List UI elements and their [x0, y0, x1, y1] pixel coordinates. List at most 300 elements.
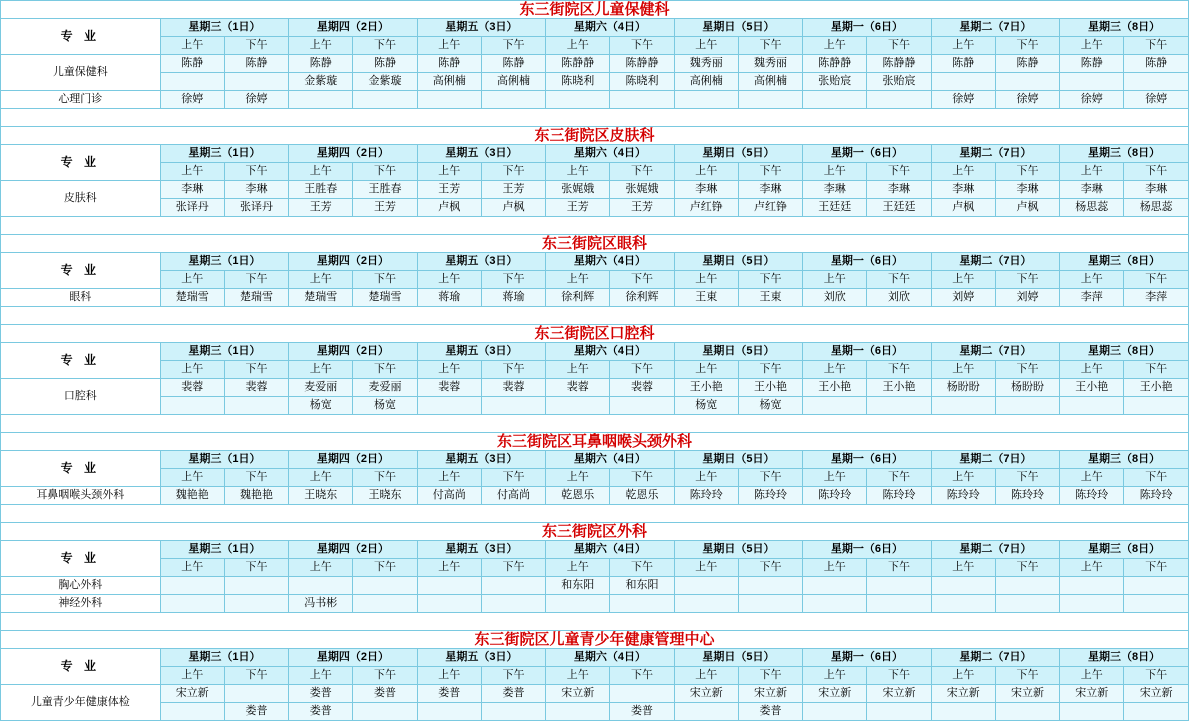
day-header: 星期一（6日）	[803, 451, 932, 469]
pm-header: 下午	[353, 37, 417, 55]
ampm-header-row	[1, 37, 1189, 55]
doctor-cell-empty	[289, 577, 353, 595]
doctor-cell-empty	[738, 595, 802, 613]
am-header: 上午	[674, 559, 738, 577]
am-header: 上午	[160, 559, 224, 577]
table-row	[1, 199, 1189, 217]
section-title: 东三街院区儿童青少年健康管理中心	[1, 631, 1189, 649]
day-header: 星期三（1日）	[160, 145, 289, 163]
doctor-cell: 李琳	[224, 181, 288, 199]
doctor-cell: 陈静静	[610, 55, 674, 73]
doctor-cell-empty	[803, 91, 867, 109]
doctor-cell: 裴蓉	[610, 379, 674, 397]
am-header: 上午	[160, 667, 224, 685]
doctor-cell-empty	[1060, 595, 1124, 613]
am-header: 上午	[160, 361, 224, 379]
day-header: 星期四（2日）	[289, 253, 418, 271]
doctor-cell: 陈玲玲	[674, 487, 738, 505]
doctor-cell-empty	[481, 703, 545, 721]
day-header: 星期三（1日）	[160, 253, 289, 271]
doctor-cell: 麦爱丽	[353, 379, 417, 397]
doctor-cell: 宋立新	[1124, 685, 1189, 703]
day-header: 星期六（4日）	[546, 451, 675, 469]
pm-header: 下午	[738, 361, 802, 379]
table-row	[1, 289, 1189, 307]
pm-header: 下午	[481, 559, 545, 577]
doctor-cell: 卢红铮	[738, 199, 802, 217]
doctor-cell: 陈静	[931, 55, 995, 73]
doctor-cell-empty	[674, 91, 738, 109]
doctor-cell: 卢红铮	[674, 199, 738, 217]
doctor-cell: 金紫璇	[353, 73, 417, 91]
doctor-cell-empty	[353, 91, 417, 109]
doctor-cell: 王晓东	[353, 487, 417, 505]
doctor-cell: 裴蓉	[546, 379, 610, 397]
am-header: 上午	[546, 163, 610, 181]
doctor-cell: 王小艳	[867, 379, 931, 397]
day-header: 星期日（5日）	[674, 253, 803, 271]
pm-header: 下午	[481, 361, 545, 379]
section-title: 东三街院区皮肤科	[1, 127, 1189, 145]
doctor-cell: 娄普	[481, 685, 545, 703]
doctor-cell: 陈晓利	[546, 73, 610, 91]
doctor-cell-empty	[610, 397, 674, 415]
doctor-cell: 裴蓉	[481, 379, 545, 397]
doctor-cell-empty	[1060, 577, 1124, 595]
doctor-cell: 王廷廷	[867, 199, 931, 217]
doctor-cell: 高俐楠	[417, 73, 481, 91]
pm-header: 下午	[867, 469, 931, 487]
section-spacer	[1, 217, 1189, 235]
pm-header: 下午	[353, 469, 417, 487]
pm-header: 下午	[738, 163, 802, 181]
doctor-cell: 王胜春	[289, 181, 353, 199]
day-header: 星期三（1日）	[160, 541, 289, 559]
column-header-specialty: 专 业	[1, 649, 161, 685]
doctor-cell-empty	[353, 595, 417, 613]
department-label: 儿童保健科	[1, 55, 161, 91]
doctor-cell-empty	[931, 397, 995, 415]
am-header: 上午	[674, 37, 738, 55]
pm-header: 下午	[738, 559, 802, 577]
doctor-cell-empty	[417, 703, 481, 721]
department-label: 眼科	[1, 289, 161, 307]
pm-header: 下午	[1124, 37, 1189, 55]
doctor-cell: 杨宽	[674, 397, 738, 415]
doctor-cell: 娄普	[610, 703, 674, 721]
pm-header: 下午	[867, 271, 931, 289]
doctor-cell: 陈玲玲	[1060, 487, 1124, 505]
doctor-cell: 杨宽	[353, 397, 417, 415]
doctor-cell: 楚瑞雪	[289, 289, 353, 307]
am-header: 上午	[417, 559, 481, 577]
section-title-row	[1, 1, 1189, 19]
day-header: 星期一（6日）	[803, 541, 932, 559]
day-header: 星期六（4日）	[546, 19, 675, 37]
doctor-cell-empty	[674, 703, 738, 721]
doctor-cell: 李琳	[1124, 181, 1189, 199]
day-header: 星期日（5日）	[674, 343, 803, 361]
doctor-cell: 陈玲玲	[931, 487, 995, 505]
pm-header: 下午	[610, 37, 674, 55]
day-header-row	[1, 145, 1189, 163]
doctor-cell: 魏秀丽	[674, 55, 738, 73]
doctor-cell-empty	[610, 595, 674, 613]
doctor-cell: 王小艳	[738, 379, 802, 397]
doctor-cell-empty	[738, 91, 802, 109]
day-header-row	[1, 541, 1189, 559]
doctor-cell-empty	[803, 595, 867, 613]
doctor-cell-empty	[289, 91, 353, 109]
am-header: 上午	[160, 163, 224, 181]
day-header: 星期六（4日）	[546, 145, 675, 163]
doctor-cell: 刘婷	[995, 289, 1059, 307]
day-header: 星期日（5日）	[674, 451, 803, 469]
day-header: 星期五（3日）	[417, 649, 546, 667]
doctor-cell: 杨宽	[289, 397, 353, 415]
table-row	[1, 55, 1189, 73]
am-header: 上午	[931, 559, 995, 577]
doctor-cell: 张译丹	[224, 199, 288, 217]
am-header: 上午	[1060, 163, 1124, 181]
section-title-row	[1, 631, 1189, 649]
pm-header: 下午	[610, 559, 674, 577]
doctor-cell: 张译丹	[160, 199, 224, 217]
pm-header: 下午	[995, 559, 1059, 577]
day-header: 星期三（1日）	[160, 451, 289, 469]
day-header: 星期二（7日）	[931, 19, 1060, 37]
doctor-cell-empty	[546, 397, 610, 415]
pm-header: 下午	[995, 163, 1059, 181]
doctor-cell: 乾恩乐	[546, 487, 610, 505]
doctor-cell: 付高尚	[481, 487, 545, 505]
pm-header: 下午	[1124, 163, 1189, 181]
am-header: 上午	[674, 163, 738, 181]
day-header: 星期日（5日）	[674, 145, 803, 163]
doctor-cell-empty	[931, 73, 995, 91]
doctor-cell: 金紫璇	[289, 73, 353, 91]
doctor-cell: 王芳	[481, 181, 545, 199]
doctor-cell: 王芳	[610, 199, 674, 217]
doctor-cell: 宋立新	[803, 685, 867, 703]
doctor-cell-empty	[546, 595, 610, 613]
pm-header: 下午	[867, 667, 931, 685]
pm-header: 下午	[1124, 271, 1189, 289]
am-header: 上午	[931, 37, 995, 55]
doctor-cell: 徐婷	[1060, 91, 1124, 109]
doctor-cell: 刘欣	[803, 289, 867, 307]
am-header: 上午	[546, 361, 610, 379]
day-header: 星期一（6日）	[803, 343, 932, 361]
doctor-cell: 宋立新	[1060, 685, 1124, 703]
pm-header: 下午	[867, 361, 931, 379]
doctor-cell: 李琳	[867, 181, 931, 199]
day-header: 星期三（1日）	[160, 649, 289, 667]
pm-header: 下午	[353, 271, 417, 289]
doctor-cell-empty	[738, 577, 802, 595]
table-row	[1, 487, 1189, 505]
doctor-cell: 徐婷	[995, 91, 1059, 109]
pm-header: 下午	[353, 559, 417, 577]
am-header: 上午	[417, 469, 481, 487]
am-header: 上午	[931, 271, 995, 289]
doctor-cell: 裴蓉	[160, 379, 224, 397]
doctor-cell-empty	[481, 595, 545, 613]
pm-header: 下午	[224, 469, 288, 487]
doctor-cell-empty	[931, 577, 995, 595]
doctor-cell: 徐婷	[160, 91, 224, 109]
am-header: 上午	[803, 667, 867, 685]
doctor-cell: 卢枫	[995, 199, 1059, 217]
section-title-row	[1, 523, 1189, 541]
doctor-cell-empty	[1060, 73, 1124, 91]
doctor-cell: 娄普	[289, 703, 353, 721]
column-header-specialty: 专 业	[1, 19, 161, 55]
section-title: 东三街院区口腔科	[1, 325, 1189, 343]
pm-header: 下午	[481, 271, 545, 289]
pm-header: 下午	[1124, 361, 1189, 379]
pm-header: 下午	[610, 163, 674, 181]
department-label: 耳鼻咽喉头颈外科	[1, 487, 161, 505]
ampm-header-row	[1, 163, 1189, 181]
day-header: 星期三（8日）	[1060, 343, 1189, 361]
doctor-cell-empty	[160, 577, 224, 595]
ampm-header-row	[1, 667, 1189, 685]
day-header-row	[1, 451, 1189, 469]
doctor-cell-empty	[481, 91, 545, 109]
doctor-cell: 陈静	[224, 55, 288, 73]
pm-header: 下午	[1124, 469, 1189, 487]
doctor-cell: 张娓娥	[610, 181, 674, 199]
am-header: 上午	[803, 271, 867, 289]
doctor-cell: 王胜春	[353, 181, 417, 199]
day-header: 星期四（2日）	[289, 343, 418, 361]
doctor-cell-empty	[1124, 577, 1189, 595]
section-title-row	[1, 433, 1189, 451]
day-header: 星期三（8日）	[1060, 451, 1189, 469]
doctor-cell: 楚瑞雪	[353, 289, 417, 307]
table-row	[1, 73, 1189, 91]
doctor-cell: 蒋瑜	[481, 289, 545, 307]
doctor-cell: 王芳	[417, 181, 481, 199]
day-header: 星期六（4日）	[546, 649, 675, 667]
pm-header: 下午	[481, 163, 545, 181]
doctor-cell: 魏艳艳	[224, 487, 288, 505]
doctor-cell-empty	[1124, 73, 1189, 91]
table-row	[1, 91, 1189, 109]
section-spacer	[1, 505, 1189, 523]
section-title: 东三街院区耳鼻咽喉头颈外科	[1, 433, 1189, 451]
pm-header: 下午	[867, 37, 931, 55]
day-header: 星期三（8日）	[1060, 541, 1189, 559]
am-header: 上午	[160, 37, 224, 55]
pm-header: 下午	[867, 559, 931, 577]
am-header: 上午	[289, 163, 353, 181]
day-header-row	[1, 649, 1189, 667]
doctor-cell-empty	[353, 577, 417, 595]
doctor-cell: 陈玲玲	[1124, 487, 1189, 505]
am-header: 上午	[803, 559, 867, 577]
ampm-header-row	[1, 559, 1189, 577]
doctor-cell: 李琳	[803, 181, 867, 199]
pm-header: 下午	[353, 163, 417, 181]
day-header: 星期四（2日）	[289, 19, 418, 37]
am-header: 上午	[546, 469, 610, 487]
am-header: 上午	[289, 667, 353, 685]
doctor-cell-empty	[224, 577, 288, 595]
doctor-cell-empty	[1124, 595, 1189, 613]
doctor-cell-empty	[931, 703, 995, 721]
pm-header: 下午	[738, 667, 802, 685]
am-header: 上午	[417, 361, 481, 379]
am-header: 上午	[1060, 667, 1124, 685]
day-header: 星期六（4日）	[546, 343, 675, 361]
doctor-cell: 杨思蕊	[1060, 199, 1124, 217]
doctor-cell: 宋立新	[160, 685, 224, 703]
doctor-cell-empty	[224, 397, 288, 415]
doctor-cell-empty	[995, 595, 1059, 613]
doctor-cell: 徐婷	[1124, 91, 1189, 109]
doctor-cell: 陈静静	[803, 55, 867, 73]
doctor-cell: 陈玲玲	[803, 487, 867, 505]
department-label: 儿童青少年健康体检	[1, 685, 161, 721]
doctor-cell-empty	[160, 397, 224, 415]
day-header: 星期五（3日）	[417, 253, 546, 271]
doctor-cell: 高俐楠	[738, 73, 802, 91]
pm-header: 下午	[738, 469, 802, 487]
doctor-cell: 王東	[674, 289, 738, 307]
am-header: 上午	[546, 559, 610, 577]
department-label: 神经外科	[1, 595, 161, 613]
pm-header: 下午	[995, 361, 1059, 379]
doctor-cell: 杨思蕊	[1124, 199, 1189, 217]
day-header: 星期四（2日）	[289, 541, 418, 559]
doctor-cell: 高俐楠	[674, 73, 738, 91]
day-header: 星期三（8日）	[1060, 19, 1189, 37]
am-header: 上午	[546, 667, 610, 685]
doctor-cell-empty	[481, 397, 545, 415]
am-header: 上午	[1060, 37, 1124, 55]
doctor-cell: 陈静	[481, 55, 545, 73]
doctor-cell-empty	[803, 703, 867, 721]
doctor-cell: 徐婷	[224, 91, 288, 109]
am-header: 上午	[417, 37, 481, 55]
day-header: 星期二（7日）	[931, 451, 1060, 469]
pm-header: 下午	[353, 667, 417, 685]
doctor-cell: 王東	[738, 289, 802, 307]
doctor-cell: 李琳	[931, 181, 995, 199]
pm-header: 下午	[481, 37, 545, 55]
pm-header: 下午	[1124, 667, 1189, 685]
section-title-row	[1, 127, 1189, 145]
am-header: 上午	[674, 667, 738, 685]
doctor-cell: 徐利辉	[610, 289, 674, 307]
am-header: 上午	[160, 469, 224, 487]
department-label: 胸心外科	[1, 577, 161, 595]
doctor-cell-empty	[224, 595, 288, 613]
day-header: 星期二（7日）	[931, 145, 1060, 163]
doctor-cell: 张娓娥	[546, 181, 610, 199]
pm-header: 下午	[224, 361, 288, 379]
am-header: 上午	[674, 469, 738, 487]
doctor-cell: 宋立新	[674, 685, 738, 703]
am-header: 上午	[1060, 469, 1124, 487]
doctor-cell-empty	[417, 577, 481, 595]
doctor-cell: 陈玲玲	[995, 487, 1059, 505]
day-header-row	[1, 253, 1189, 271]
doctor-cell: 裴蓉	[224, 379, 288, 397]
doctor-cell: 张贻宸	[803, 73, 867, 91]
doctor-cell: 李琳	[738, 181, 802, 199]
am-header: 上午	[803, 361, 867, 379]
doctor-cell: 李琳	[674, 181, 738, 199]
pm-header: 下午	[738, 271, 802, 289]
doctor-cell-empty	[610, 91, 674, 109]
doctor-cell: 李琳	[995, 181, 1059, 199]
doctor-cell: 宋立新	[546, 685, 610, 703]
am-header: 上午	[803, 469, 867, 487]
doctor-cell-empty	[160, 595, 224, 613]
am-header: 上午	[931, 469, 995, 487]
day-header: 星期六（4日）	[546, 253, 675, 271]
doctor-cell-empty	[867, 595, 931, 613]
doctor-cell-empty	[674, 577, 738, 595]
am-header: 上午	[417, 163, 481, 181]
section-spacer	[1, 415, 1189, 433]
doctor-cell: 杨盼盼	[931, 379, 995, 397]
doctor-cell: 徐婷	[931, 91, 995, 109]
doctor-cell-empty	[995, 397, 1059, 415]
table-row	[1, 379, 1189, 397]
doctor-cell-empty	[417, 397, 481, 415]
day-header: 星期二（7日）	[931, 343, 1060, 361]
section-title: 东三街院区眼科	[1, 235, 1189, 253]
doctor-cell: 王晓东	[289, 487, 353, 505]
doctor-cell: 楚瑞雪	[160, 289, 224, 307]
pm-header: 下午	[995, 271, 1059, 289]
day-header-row	[1, 19, 1189, 37]
pm-header: 下午	[224, 163, 288, 181]
doctor-cell: 魏艳艳	[160, 487, 224, 505]
doctor-cell-empty	[803, 397, 867, 415]
doctor-cell-empty	[867, 397, 931, 415]
doctor-cell-empty	[1060, 397, 1124, 415]
doctor-cell: 陈静静	[546, 55, 610, 73]
doctor-cell-empty	[1124, 703, 1189, 721]
day-header-row	[1, 343, 1189, 361]
doctor-cell: 王小艳	[674, 379, 738, 397]
doctor-cell-empty	[995, 703, 1059, 721]
pm-header: 下午	[481, 667, 545, 685]
doctor-cell-empty	[224, 73, 288, 91]
doctor-cell: 王廷廷	[803, 199, 867, 217]
doctor-cell-empty	[995, 73, 1059, 91]
section-title-row	[1, 235, 1189, 253]
column-header-specialty: 专 业	[1, 145, 161, 181]
doctor-cell-empty	[867, 577, 931, 595]
day-header: 星期三（8日）	[1060, 649, 1189, 667]
doctor-cell-empty	[160, 703, 224, 721]
pm-header: 下午	[995, 667, 1059, 685]
doctor-cell: 陈静	[160, 55, 224, 73]
day-header: 星期二（7日）	[931, 253, 1060, 271]
department-label: 心理门诊	[1, 91, 161, 109]
day-header: 星期日（5日）	[674, 649, 803, 667]
doctor-cell-empty	[353, 703, 417, 721]
day-header: 星期三（8日）	[1060, 253, 1189, 271]
doctor-cell: 陈静	[417, 55, 481, 73]
table-row	[1, 703, 1189, 721]
